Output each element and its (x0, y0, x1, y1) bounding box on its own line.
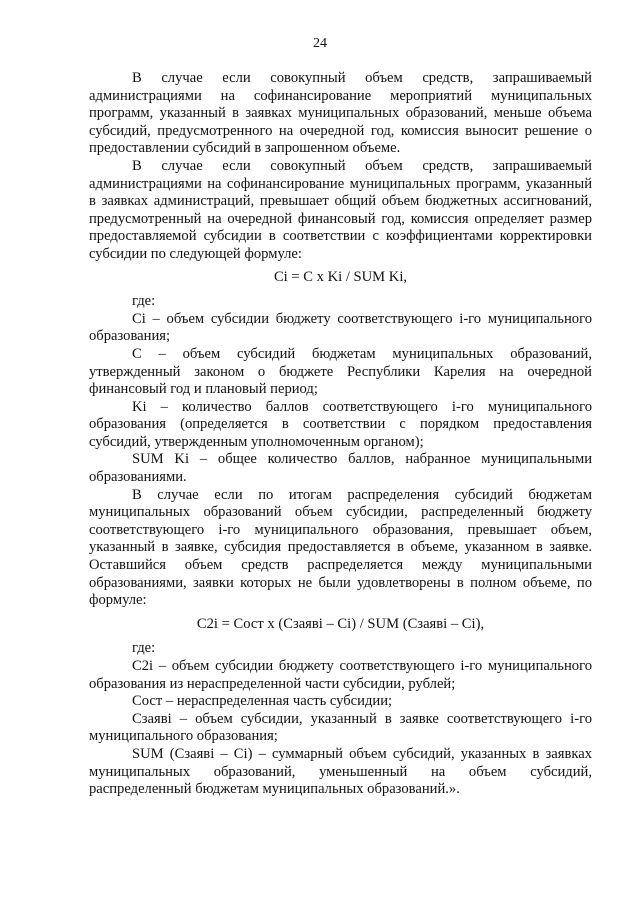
formula-ci: Ci = C x Ki / SUM Ki, (273, 268, 408, 285)
definition-ci: Ci – объем субсидии бюджету соответствующего i-го муниципального образования; (89, 310, 592, 345)
page-number: 24 (313, 36, 327, 51)
paragraph-requested-less: В случае если совокупный объем средств, запрашиваемый администрациями на софинансирование мероприятий муниципальных программ, указанный в заявках муниципальных образований, меньше объема субсидий, предусмотренного на очередной год, комиссия выносит решение о предоставлении субсидий в запрошенном объеме. (89, 70, 592, 157)
where-label: где: (132, 293, 156, 310)
definition-sum-ki: SUM Ki – общее количество баллов, набранное муниципальными образованиями. (89, 451, 592, 486)
where-label-2: где: (132, 640, 156, 657)
paragraph-redistribution: В случае если по итогам распределения субсидий бюджетам муниципальных образований объем субсидии, распределенный бюджету соответствующего i-го муниципального образования, превышает объем, указанный в заявке, субсидия предоставляется в объеме, указанном в заявке. Оставшийся объем средств распределяется между муниципальными образованиями, заявки которых не были удовлетворены в полном объеме, по формуле: (89, 486, 592, 609)
document-body (89, 70, 592, 799)
definition-c2i: C2i – объем субсидии бюджету соответствующего i-го муниципального образования из нераспределенной части субсидии, рублей; (89, 658, 592, 692)
definition-c: C – объем субсидий бюджетам муниципальных образований, утвержденный законом о бюджете Республики Карелия на очередной финансовый год и плановый период; (89, 345, 592, 398)
paragraph-requested-more: В случае если совокупный объем средств, запрашиваемый администрациями на софинансирование муниципальных программ, указанный в заявках администраций, превышает общий объем бюджетных ассигнований, предусмотренный на очередной финансовый год, комиссия определяет размер предоставляемой субсидии в соответствии с коэффициентами корректировки субсидии по следующей формуле: (89, 157, 592, 262)
definition-szayavi: Сзаявi – объем субсидии, указанный в заявке соответствующего i-го муниципального образования; (89, 710, 592, 745)
definition-sost: Сост – нераспределенная часть субсидии; (132, 693, 393, 710)
formula-c2i: C2i = Сост x (Сзаявi – Ci) / SUM (Сзаявi – Ci), (196, 615, 485, 632)
definition-sum-szayavi: SUM (Сзаявi – Ci) – суммарный объем субсидий, указанных в заявках муниципальных образований, уменьшенный на объем субсидий, распределенный бюджетам муниципальных образований.». (89, 745, 592, 798)
definition-ki: Ki – количество баллов соответствующего i-го муниципального образования (определяется в соответствии с порядком предоставления субсидий, утвержденным уполномоченным органом); (89, 398, 592, 450)
